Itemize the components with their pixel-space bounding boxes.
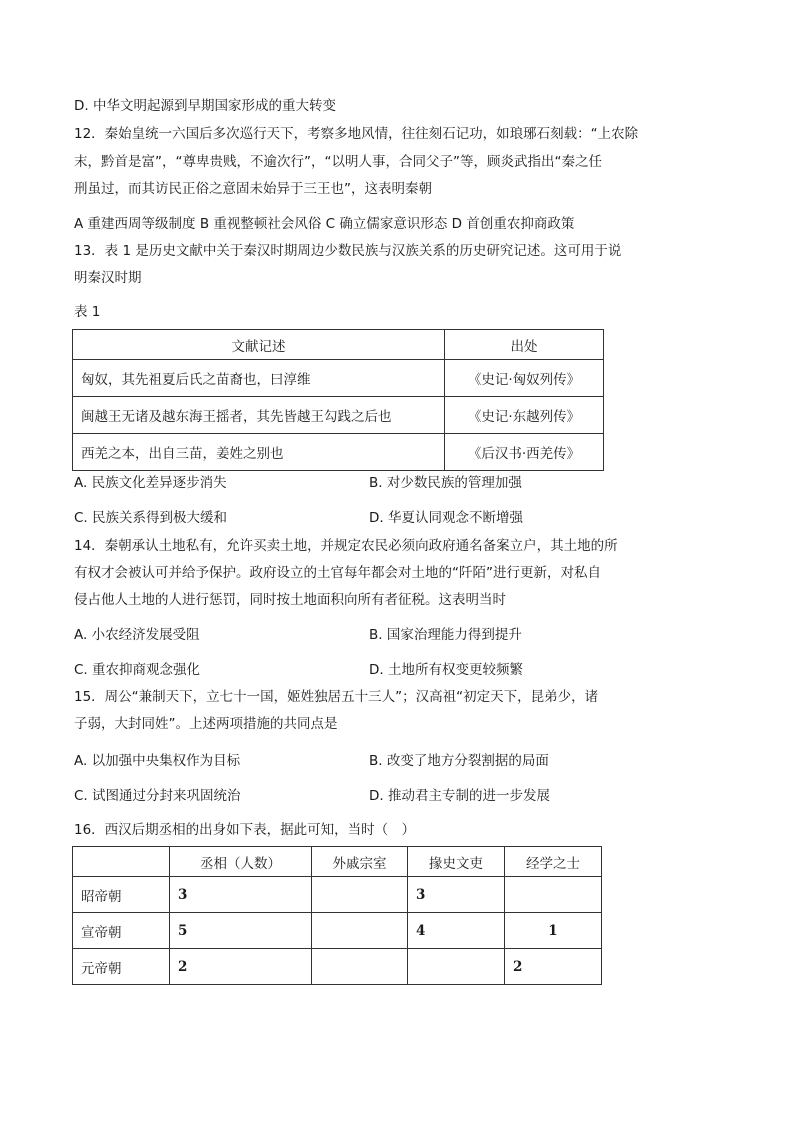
q14-option-b: B. 国家治理能力得到提升 bbox=[369, 627, 522, 643]
table2-cell: 3 bbox=[408, 877, 505, 913]
table-row bbox=[73, 397, 604, 434]
table2-cell bbox=[408, 949, 505, 985]
table2-row-label: 元帝朝 bbox=[73, 949, 170, 985]
table2-cell bbox=[505, 877, 602, 913]
table-row bbox=[73, 360, 604, 397]
table1-cell: 《史记·匈奴列传》 bbox=[445, 360, 604, 397]
table2-header-cell bbox=[73, 847, 170, 877]
q15-stem-line-2: 子弱，大封同姓”。上述两项措施的共同点是 bbox=[74, 716, 338, 732]
table2-row-label: 宣帝朝 bbox=[73, 913, 170, 949]
q16-stem: 16．西汉后期丞相的出身如下表，据此可知，当时（ ） bbox=[74, 822, 416, 838]
q13-stem-line-1: 13．表 1 是历史文献中关于秦汉时期周边少数民族与汉族关系的历史研究记述。这可用于说 bbox=[74, 243, 622, 259]
q15-option-c: C. 试图通过分封来巩固统治 bbox=[74, 788, 241, 804]
q14-option-c: C. 重农抑商观念强化 bbox=[74, 662, 201, 678]
table2-cell: 3 bbox=[170, 877, 312, 913]
table2-cell: 2 bbox=[505, 949, 602, 985]
table1-header-row bbox=[73, 330, 604, 360]
q14-option-a: A. 小农经济发展受阻 bbox=[74, 627, 200, 643]
q14-stem-line-3: 侵占他人土地的人进行惩罚，同时按土地面积向所有者征税。这表明当时 bbox=[74, 592, 506, 608]
q12-stem-line-1: 12．秦始皇统一六国后多次巡行天下，考察多地风情，往往刻石记功，如琅琊石刻载：“上农除 bbox=[74, 126, 639, 142]
table-row bbox=[73, 913, 602, 949]
table1 bbox=[72, 329, 604, 471]
q11-option-d: D. 中华文明起源到早期国家形成的重大转变 bbox=[74, 98, 336, 114]
table2-header-cell: 丞相（人数） bbox=[170, 847, 312, 877]
q13-option-c: C. 民族关系得到极大缓和 bbox=[74, 510, 228, 526]
q14-stem-line-2: 有权才会被认可并给予保护。政府设立的土官每年都会对土地的“阡陌”进行更新，对私自 bbox=[74, 565, 601, 581]
table1-cell: 闽越王无诸及越东海王摇者，其先皆越王勾践之后也 bbox=[73, 397, 445, 434]
table2-cell bbox=[312, 877, 408, 913]
q15-option-d: D. 推动君主专制的进一步发展 bbox=[369, 788, 550, 804]
table2-header-cell: 经学之士 bbox=[505, 847, 602, 877]
q15-option-a: A. 以加强中央集权作为目标 bbox=[74, 753, 241, 769]
table2-row-label: 昭帝朝 bbox=[73, 877, 170, 913]
table1-cell: 《史记·东越列传》 bbox=[445, 397, 604, 434]
table2-cell: 2 bbox=[170, 949, 312, 985]
q12-stem-line-2: 末，黔首是富”，“尊卑贵贱，不逾次行”，“以明人事，合同父子”等，顾炎武指出“秦之任 bbox=[74, 154, 602, 170]
table2-cell bbox=[312, 913, 408, 949]
table2-cell: 4 bbox=[408, 913, 505, 949]
table2-header-cell: 掾史文吏 bbox=[408, 847, 505, 877]
q13-option-d: D. 华夏认同观念不断增强 bbox=[369, 510, 523, 526]
table1-cell: 匈奴，其先祖夏后氏之苗裔也，曰淳维 bbox=[73, 360, 445, 397]
table1-caption: 表 1 bbox=[74, 304, 101, 320]
table-row bbox=[73, 949, 602, 985]
table-row bbox=[73, 434, 604, 471]
q13-option-a: A. 民族文化差异逐步消失 bbox=[74, 475, 227, 491]
q13-stem-line-2: 明秦汉时期 bbox=[74, 270, 142, 286]
q15-stem-line-1: 15．周公“兼制天下，立七十一国，姬姓独居五十三人”；汉高祖“初定天下，昆弟少，诸 bbox=[74, 689, 599, 705]
q12-stem-line-3: 刑虽过，而其访民正俗之意固未始异于三王也”，这表明秦朝 bbox=[74, 181, 432, 197]
q14-stem-line-1: 14．秦朝承认土地私有，允许买卖土地，并规定农民必须向政府通名备案立户，其土地的所 bbox=[74, 538, 618, 554]
table2 bbox=[72, 846, 602, 985]
q12-options: A 重建西周等级制度 B 重视整顿社会风俗 C 确立儒家意识形态 D 首创重农抑商政策 bbox=[74, 216, 575, 232]
q14-option-d: D. 土地所有权变更较频繁 bbox=[369, 662, 523, 678]
table1-header-cell: 出处 bbox=[445, 330, 604, 360]
table-row bbox=[73, 877, 602, 913]
table1-cell: 《后汉书·西羌传》 bbox=[445, 434, 604, 471]
table1-cell: 西羌之本，出自三苗，姜姓之别也 bbox=[73, 434, 445, 471]
q13-option-b: B. 对少数民族的管理加强 bbox=[369, 475, 522, 491]
table2-header-cell: 外戚宗室 bbox=[312, 847, 408, 877]
table1-header-cell: 文献记述 bbox=[73, 330, 445, 360]
table2-header-row bbox=[73, 847, 602, 877]
table2-cell: 5 bbox=[170, 913, 312, 949]
q15-option-b: B. 改变了地方分裂割据的局面 bbox=[369, 753, 549, 769]
table2-cell: 1 bbox=[505, 913, 602, 949]
table2-cell bbox=[312, 949, 408, 985]
